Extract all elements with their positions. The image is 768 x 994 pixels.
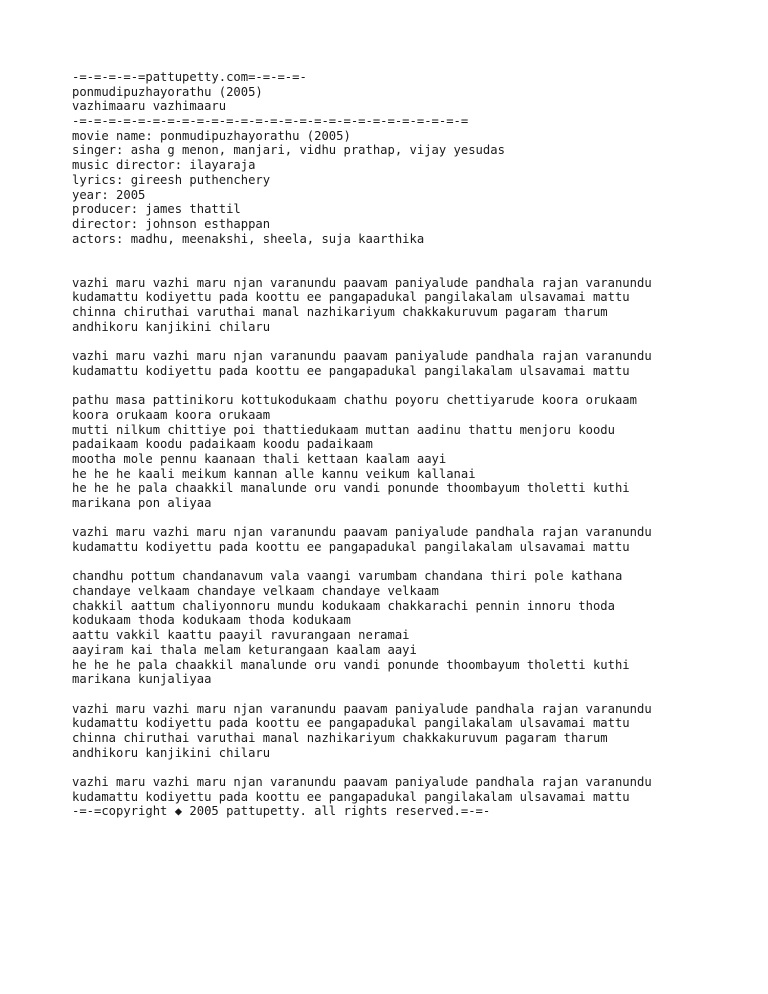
lyric-line: chinna chiruthai varuthai manal nazhikariyum chakkakuruvum pagaram tharum	[72, 305, 608, 319]
lyric-line: vazhi maru vazhi maru njan varanundu paavam paniyalude pandhala rajan varanundu	[72, 525, 652, 540]
lyric-line: andhikoru kanjikini chilaru	[72, 745, 271, 760]
stanza	[72, 569, 752, 687]
stanza	[72, 525, 752, 554]
lyric-line: vazhi maru vazhi maru njan varanundu paavam paniyalude pandhala rajan varanundu	[72, 349, 652, 364]
detail-music-director: music director: ilayaraja	[72, 158, 256, 173]
lyric-line: he he he pala chaakkil manalunde oru vandi ponunde thoombayum tholetti kuthi	[72, 657, 630, 672]
stanza	[72, 775, 752, 804]
song-title: vazhimaaru vazhimaaru	[72, 99, 227, 114]
lyric-line: kudamattu kodiyettu pada koottu ee pangapadukal pangilakalam ulsavamai mattu	[72, 789, 630, 804]
lyric-line: mutti nilkum chittiye poi thattiedukaam muttan aadinu thattu menjoru koodu	[72, 422, 615, 437]
lyric-line: andhikoru kanjikini chilaru	[72, 319, 271, 334]
detail-actors: actors: madhu, meenakshi, sheela, suja kaarthika	[72, 231, 425, 246]
lyric-line: kudamattu kodiyettu pada koottu ee pangapadukal pangilakalam ulsavamai mattu	[72, 540, 630, 554]
header-separator: -=-=-=-=-=-=-=-=-=-=-=-=-=-=-=-=-=-=-=-=-=-=-=-=-=-=-=	[72, 114, 469, 129]
stanza	[72, 276, 752, 335]
lyric-line: kudamattu kodiyettu pada koottu ee pangapadukal pangilakalam ulsavamai mattu	[72, 363, 630, 378]
lyric-line: kudamattu kodiyettu pada koottu ee pangapadukal pangilakalam ulsavamai mattu	[72, 716, 630, 731]
lyric-line: he he he pala chaakkil manalunde oru vandi ponunde thoombayum tholetti kuthi	[72, 481, 630, 496]
movie-title: ponmudipuzhayorathu (2005)	[72, 84, 263, 99]
detail-producer: producer: james thattil	[72, 202, 241, 217]
lyric-line: chandhu pottum chandanavum vala vaangi varumbam chandana thiri pole kathana	[72, 569, 623, 584]
lyric-line: he he he kaali meikum kannan alle kannu veikum kallanai	[72, 466, 476, 481]
lyric-line: vazhi maru vazhi maru njan varanundu paavam paniyalude pandhala rajan varanundu	[72, 275, 652, 290]
detail-director: director: johnson esthappan	[72, 216, 271, 231]
stanza	[72, 349, 752, 378]
detail-movie-name: movie name: ponmudipuzhayorathu (2005)	[72, 128, 351, 143]
detail-singer: singer: asha g menon, manjari, vidhu prathap, vijay yesudas	[72, 143, 505, 158]
lyric-line: aayiram kai thala melam keturangaan kaalam aayi	[72, 642, 417, 657]
lyric-line: vazhi maru vazhi maru njan varanundu paavam paniyalude pandhala rajan varanundu	[72, 775, 652, 789]
lyric-line: vazhi maru vazhi maru njan varanundu paavam paniyalude pandhala rajan varanundu	[72, 701, 652, 716]
lyric-line: marikana pon aliyaa	[72, 495, 212, 510]
site-banner: -=-=-=-=-=pattupetty.com=-=-=-=-	[72, 70, 307, 84]
lyric-line: chandaye velkaam chandaye velkaam chandaye velkaam	[72, 584, 439, 599]
lyric-line: pathu masa pattinikoru kottukodukaam chathu poyoru chettiyarude koora orukaam	[72, 393, 637, 408]
song-details	[72, 129, 752, 247]
lyric-line: chinna chiruthai varuthai manal nazhikariyum chakkakuruvum pagaram tharum	[72, 730, 608, 745]
detail-year: year: 2005	[72, 187, 146, 202]
lyric-line: padaikaam koodu padaikaam koodu padaikaam	[72, 437, 373, 452]
lyric-line: kodukaam thoda kodukaam thoda kodukaam	[72, 613, 351, 628]
lyric-line: koora orukaam koora orukaam	[72, 407, 271, 422]
lyric-line: chakkil aattum chaliyonnoru mundu kodukaam chakkarachi pennin innoru thoda	[72, 598, 615, 613]
lyrics-document	[72, 70, 752, 819]
detail-lyrics: lyrics: gireesh puthenchery	[72, 172, 271, 187]
stanza	[72, 702, 752, 761]
lyric-line: mootha mole pennu kaanaan thali kettaan kaalam aayi	[72, 451, 447, 466]
stanza	[72, 393, 752, 511]
lyric-line: kudamattu kodiyettu pada koottu ee pangapadukal pangilakalam ulsavamai mattu	[72, 290, 630, 305]
copyright-notice: -=-=copyright ◆ 2005 pattupetty. all rights reserved.=-=-	[72, 804, 491, 819]
lyric-line: marikana kunjaliyaa	[72, 672, 212, 687]
lyric-line: aattu vakkil kaattu paayil ravurangaan neramai	[72, 628, 410, 643]
